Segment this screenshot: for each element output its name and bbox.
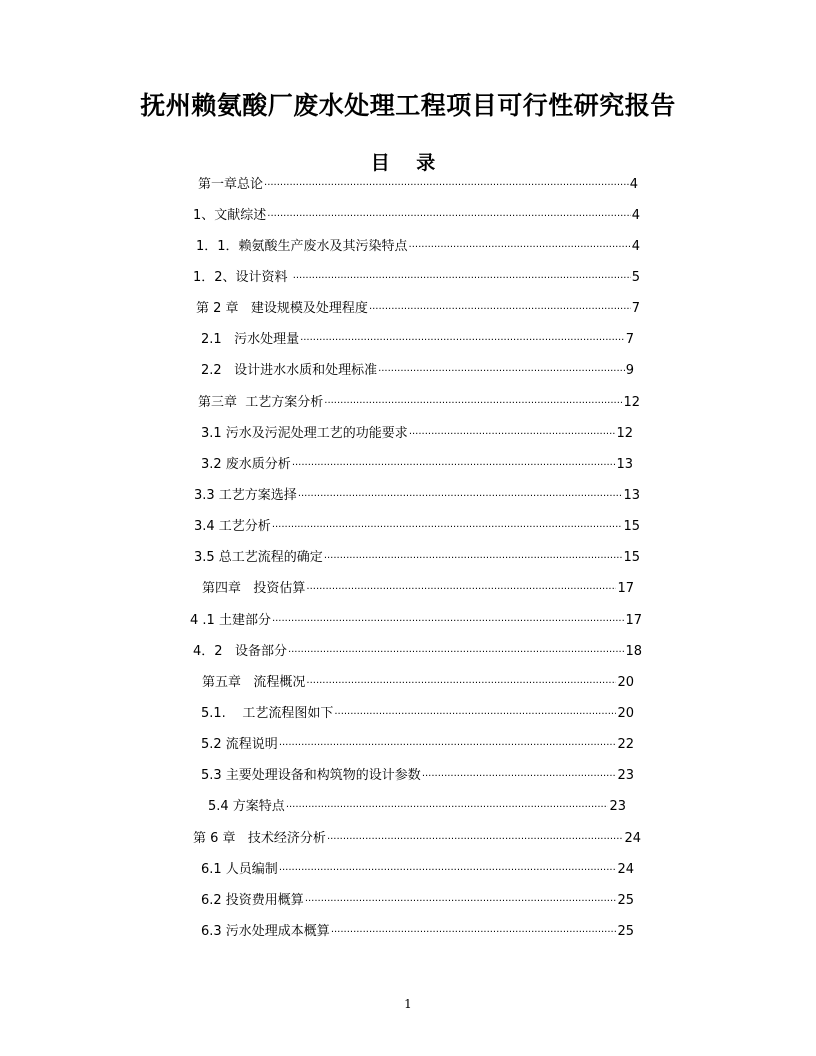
toc-entry-page: 20 bbox=[617, 675, 634, 690]
toc-entry-page: 23 bbox=[617, 768, 634, 783]
toc-entry-label: 3.4 工艺分析 bbox=[194, 519, 271, 534]
toc-entry-label: 第四章 投资估算 bbox=[202, 581, 306, 596]
document-title: 抚州赖氨酸厂废水处理工程项目可行性研究报告 bbox=[140, 91, 676, 120]
toc-entry-page: 13 bbox=[616, 457, 633, 472]
toc-entry[interactable] bbox=[201, 860, 634, 880]
page-number: 1 bbox=[404, 997, 412, 1011]
toc-entry-page: 12 bbox=[616, 426, 633, 441]
toc-entry-label: 4．2 设备部分 bbox=[193, 644, 287, 659]
toc-entry-page: 17 bbox=[625, 613, 642, 628]
toc-entry[interactable] bbox=[201, 704, 634, 724]
toc-entry[interactable] bbox=[193, 642, 642, 662]
toc-entry[interactable] bbox=[201, 361, 634, 381]
toc-entry[interactable] bbox=[202, 579, 634, 599]
toc-dot-leader bbox=[292, 456, 616, 476]
toc-entry-page: 25 bbox=[617, 893, 634, 908]
toc-entry[interactable] bbox=[198, 393, 640, 413]
toc-entry-page: 5 bbox=[631, 270, 640, 285]
toc-entry-label: 6.2 投资费用概算 bbox=[201, 893, 304, 908]
toc-entry-page: 22 bbox=[617, 737, 634, 752]
toc-entry-page: 4 bbox=[631, 239, 640, 254]
toc-entry-label: 5.1. 工艺流程图如下 bbox=[201, 706, 334, 721]
toc-dot-leader bbox=[409, 238, 631, 258]
toc-entry[interactable] bbox=[196, 237, 640, 257]
toc-entry[interactable] bbox=[190, 611, 642, 631]
toc-entry-label: 4 .1 土建部分 bbox=[190, 613, 271, 628]
toc-entry[interactable] bbox=[194, 548, 640, 568]
toc-entry[interactable] bbox=[201, 735, 634, 755]
toc-entry-page: 15 bbox=[623, 519, 640, 534]
toc-entry[interactable] bbox=[194, 517, 640, 537]
toc-dot-leader bbox=[378, 362, 625, 382]
toc-entry-label: 5.3 主要处理设备和构筑物的设计参数 bbox=[201, 768, 421, 783]
toc-dot-leader bbox=[286, 798, 609, 818]
toc-entry-label: 3.5 总工艺流程的确定 bbox=[194, 550, 323, 565]
toc-dot-leader bbox=[293, 269, 631, 289]
toc-entry-label: 第三章 工艺方案分析 bbox=[198, 395, 324, 410]
toc-entry[interactable] bbox=[201, 330, 634, 350]
toc-entry-page: 12 bbox=[623, 395, 640, 410]
toc-entry-label: 3.1 污水及污泥处理工艺的功能要求 bbox=[201, 426, 408, 441]
toc-entry-label: 第 6 章 技术经济分析 bbox=[193, 831, 326, 846]
toc-dot-leader bbox=[264, 176, 629, 196]
toc-entry-label: 5.4 方案特点 bbox=[208, 799, 285, 814]
toc-entry[interactable] bbox=[193, 268, 640, 288]
toc-entry[interactable] bbox=[201, 891, 634, 911]
toc-entry[interactable] bbox=[196, 299, 640, 319]
toc-entry-label: 第 2 章 建设规模及处理程度 bbox=[196, 301, 368, 316]
toc-entry-page: 17 bbox=[617, 581, 634, 596]
toc-entry[interactable] bbox=[201, 424, 633, 444]
toc-entry[interactable] bbox=[193, 206, 640, 226]
toc-entry[interactable] bbox=[198, 175, 638, 195]
toc-entry-label: 第五章 流程概况 bbox=[202, 675, 306, 690]
toc-entry-page: 9 bbox=[625, 363, 634, 378]
toc-entry-page: 18 bbox=[625, 644, 642, 659]
toc-entry-page: 4 bbox=[629, 177, 638, 192]
toc-entry-label: 1．2、设计资料 bbox=[193, 270, 292, 285]
toc-entry-label: 2.2 设计进水水质和处理标准 bbox=[201, 363, 378, 378]
toc-entry[interactable] bbox=[201, 455, 633, 475]
toc-heading: 目 录 bbox=[370, 152, 446, 174]
toc-entry-label: 第一章总论 bbox=[198, 177, 264, 192]
toc-dot-leader bbox=[300, 331, 625, 351]
toc-dot-leader bbox=[369, 300, 631, 320]
toc-entry[interactable] bbox=[201, 922, 634, 942]
toc-entry[interactable] bbox=[194, 486, 640, 506]
toc-entry-page: 24 bbox=[624, 831, 641, 846]
toc-dot-leader bbox=[272, 612, 625, 632]
toc-dot-leader bbox=[279, 861, 617, 881]
toc-entry-label: 1．1．赖氨酸生产废水及其污染特点 bbox=[196, 239, 408, 254]
toc-entry-page: 13 bbox=[623, 488, 640, 503]
toc-dot-leader bbox=[267, 207, 630, 227]
toc-entry-label: 6.1 人员编制 bbox=[201, 862, 278, 877]
toc-entry-label: 1、文献综述 bbox=[193, 208, 267, 223]
toc-entry-page: 24 bbox=[617, 862, 634, 877]
toc-entry[interactable] bbox=[193, 829, 641, 849]
toc-dot-leader bbox=[288, 643, 625, 663]
toc-dot-leader bbox=[272, 518, 623, 538]
toc-entry-page: 25 bbox=[617, 924, 634, 939]
toc-dot-leader bbox=[279, 736, 617, 756]
toc-entry-label: 6.3 污水处理成本概算 bbox=[201, 924, 330, 939]
toc-dot-leader bbox=[327, 830, 624, 850]
toc-entry-label: 3.2 废水质分析 bbox=[201, 457, 291, 472]
toc-dot-leader bbox=[305, 892, 617, 912]
toc-dot-leader bbox=[324, 394, 622, 414]
toc-dot-leader bbox=[409, 425, 616, 445]
toc-dot-leader bbox=[298, 487, 623, 507]
toc-entry-label: 5.2 流程说明 bbox=[201, 737, 278, 752]
toc-entry[interactable] bbox=[201, 766, 634, 786]
toc-entry-page: 7 bbox=[631, 301, 640, 316]
toc-entry-page: 4 bbox=[631, 208, 640, 223]
toc-dot-leader bbox=[331, 923, 617, 943]
toc-dot-leader bbox=[422, 767, 617, 787]
toc-dot-leader bbox=[306, 580, 616, 600]
toc-entry[interactable] bbox=[208, 797, 626, 817]
toc-dot-leader bbox=[334, 705, 616, 725]
toc-entry[interactable] bbox=[202, 673, 634, 693]
toc-entry-page: 15 bbox=[623, 550, 640, 565]
toc-dot-leader bbox=[324, 549, 623, 569]
toc-entry-label: 3.3 工艺方案选择 bbox=[194, 488, 297, 503]
toc-entry-page: 23 bbox=[609, 799, 626, 814]
toc-entry-page: 20 bbox=[617, 706, 634, 721]
toc-entry-label: 2.1 污水处理量 bbox=[201, 332, 300, 347]
toc-entry-page: 7 bbox=[625, 332, 634, 347]
toc-dot-leader bbox=[306, 674, 616, 694]
